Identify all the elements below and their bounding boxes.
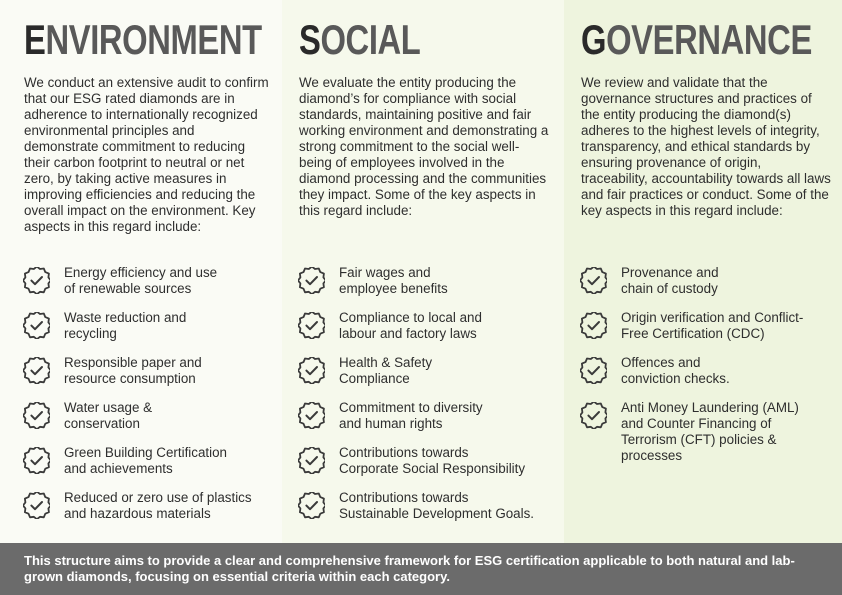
list-item-label: Compliance to local and labour and factory laws: [339, 310, 482, 341]
check-badge-icon: [23, 357, 50, 384]
social-description: We evaluate the entity producing the diamond’s for compliance with social standards, maintaining positive and fair working environment and demonstrating a strong commitment to the social well-being of employees involved in the diamond processing and the communities they impact. Some of the key aspects in this regard include:: [299, 75, 549, 218]
check-badge-icon: [580, 357, 607, 384]
title-initial: G: [581, 16, 607, 63]
check-badge-icon: [580, 402, 607, 429]
check-badge-icon: [23, 402, 50, 429]
check-badge-icon: [298, 492, 325, 519]
title-rest: OVERNANCE: [606, 16, 812, 63]
check-badge-icon: [23, 447, 50, 474]
check-badge-icon: [580, 267, 607, 294]
title-rest: NVIRONMENT: [45, 16, 262, 63]
list-item-label: Origin verification and Conflict- Free Certification (CDC): [621, 310, 804, 341]
check-badge-icon: [580, 312, 607, 339]
check-badge-icon: [298, 402, 325, 429]
governance-column: [564, 0, 842, 543]
check-badge-icon: [23, 312, 50, 339]
list-item-label: Green Building Certification and achievements: [64, 445, 228, 476]
governance-title: [581, 16, 812, 64]
check-badge-icon: [298, 312, 325, 339]
check-badge-icon: [23, 492, 50, 519]
list-item-label: Reduced or zero use of plastics and hazardous materials: [64, 490, 252, 521]
check-badge-icon: [298, 267, 325, 294]
governance-description: We review and validate that the governance structures and practices of the entity producing the diamond(s) adheres to the highest levels of integrity, transparency, and ethical standards by ensuring provenance of origin, traceability, accountability towards all laws and fair practices or conduct. Some of the key aspects in this regard include:: [581, 75, 831, 218]
list-item-label: Contributions towards Corporate Social Responsibility: [339, 445, 526, 476]
check-badge-icon: [23, 267, 50, 294]
list-item-label: Contributions towards Sustainable Development Goals.: [339, 490, 535, 521]
list-item-label: Fair wages and employee benefits: [339, 265, 448, 296]
list-item-label: Offences and conviction checks.: [621, 355, 730, 386]
environment-title: [24, 16, 262, 64]
list-item-label: Energy efficiency and use of renewable sources: [64, 265, 218, 296]
list-item-label: Waste reduction and recycling: [64, 310, 187, 341]
title-rest: OCIAL: [320, 16, 421, 63]
list-item-label: Provenance and chain of custody: [621, 265, 719, 296]
list-item-label: Water usage & conservation: [64, 400, 153, 431]
social-column: [282, 0, 564, 543]
social-title: [299, 16, 495, 64]
footer-text: This structure aims to provide a clear and comprehensive framework for ESG certification applicable to both natural and lab-grown diamonds, focusing on essential criteria within each category.: [24, 553, 795, 584]
footer-banner: [0, 543, 842, 595]
title-initial: E: [24, 16, 46, 63]
list-item-label: Commitment to diversity and human rights: [339, 400, 483, 431]
environment-column: [0, 0, 282, 543]
list-item-label: Health & Safety Compliance: [339, 355, 433, 386]
environment-description: We conduct an extensive audit to confirm that our ESG rated diamonds are in adherence to internationally recognized environmental principles and demonstrate commitment to reducing their carbon footprint to neutral or net zero, by taking active measures in improving efficiencies and reducing the overall impact on the environment. Key aspects in this regard include:: [24, 75, 269, 234]
list-item-label: Responsible paper and resource consumption: [64, 355, 202, 386]
check-badge-icon: [298, 357, 325, 384]
title-initial: S: [299, 16, 321, 63]
check-badge-icon: [298, 447, 325, 474]
list-item-label: Anti Money Laundering (AML) and Counter Financing of Terrorism (CFT) policies & processes: [621, 400, 799, 463]
